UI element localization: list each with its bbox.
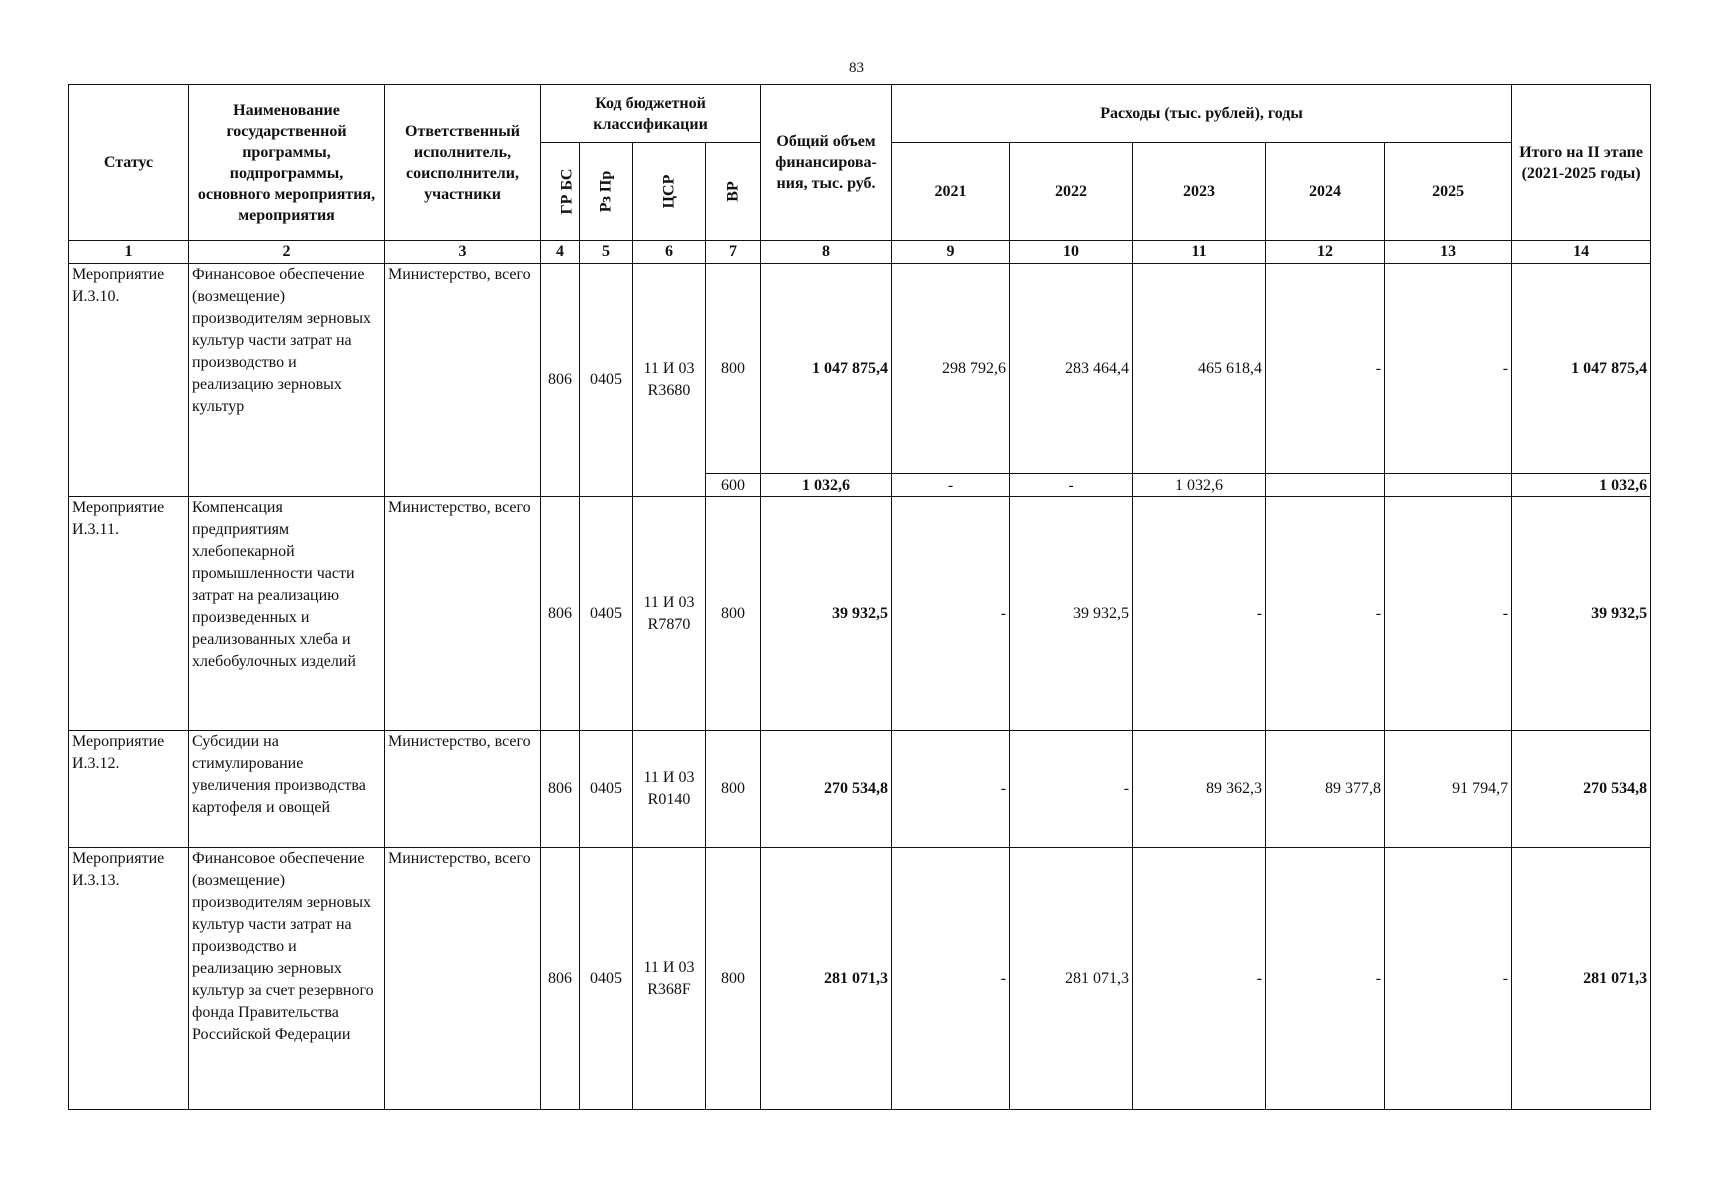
cell-2025: 91 794,7 — [1385, 731, 1512, 848]
table-row — [69, 848, 1651, 1110]
cell-rzpr: 0405 — [580, 848, 633, 1110]
cell-grbs: 806 — [541, 497, 580, 731]
cell-grbs: 806 — [541, 848, 580, 1110]
cell-executor: Министерство, всего — [385, 264, 541, 497]
cell-2022: 283 464,4 — [1010, 264, 1133, 474]
column-number: 1 — [69, 241, 189, 264]
column-number: 7 — [706, 241, 761, 264]
column-number: 11 — [1133, 241, 1266, 264]
cell-rzpr: 0405 — [580, 731, 633, 848]
cell-csr: 11 И 03 R0140 — [633, 731, 706, 848]
cell-rzpr: 0405 — [580, 497, 633, 731]
page-number: 83 — [849, 60, 864, 76]
column-number: 8 — [761, 241, 892, 264]
cell-2023: - — [1133, 497, 1266, 731]
cell-status: Мероприятие И.3.10. — [69, 264, 189, 497]
cell-total: 1 032,6 — [761, 474, 892, 497]
cell-grbs: 806 — [541, 731, 580, 848]
cell-total: 270 534,8 — [761, 731, 892, 848]
cell-2022: - — [1010, 731, 1133, 848]
column-number: 14 — [1512, 241, 1651, 264]
cell-csr: 11 И 03 R3680 — [633, 264, 706, 497]
header-expenses: Расходы (тыс. рублей), годы — [892, 85, 1512, 143]
cell-stage-total: 1 047 875,4 — [1512, 264, 1651, 474]
table-row — [69, 264, 1651, 474]
cell-vr: 800 — [706, 264, 761, 474]
cell-2022: 281 071,3 — [1010, 848, 1133, 1110]
cell-name: Компенсация предприятиям хлебопекарной промышленности части затрат на реализацию произведенных и реализованных хлеба и хлебобулочных изделий — [189, 497, 385, 731]
header-total-volume: Общий объем финансирова-ния, тыс. руб. — [761, 85, 892, 241]
cell-executor: Министерство, всего — [385, 848, 541, 1110]
cell-total: 39 932,5 — [761, 497, 892, 731]
column-number: 10 — [1010, 241, 1133, 264]
column-number: 12 — [1266, 241, 1385, 264]
table-row — [69, 731, 1651, 848]
cell-name: Финансовое обеспечение (возмещение) производителям зерновых культур части затрат на производство и реализацию зерновых культур за счет резервного фонда Правительства Российской Федерации — [189, 848, 385, 1110]
cell-2024: - — [1266, 497, 1385, 731]
header-year-2025: 2025 — [1385, 143, 1512, 241]
cell-stage-total: 270 534,8 — [1512, 731, 1651, 848]
cell-csr: 11 И 03 R368F — [633, 848, 706, 1110]
cell-executor: Министерство, всего — [385, 731, 541, 848]
cell-stage-total: 281 071,3 — [1512, 848, 1651, 1110]
column-number: 5 — [580, 241, 633, 264]
cell-csr: 11 И 03 R7870 — [633, 497, 706, 731]
cell-stage-total: 1 032,6 — [1512, 474, 1651, 497]
cell-name: Субсидии на стимулирование увеличения производства картофеля и овощей — [189, 731, 385, 848]
cell-executor: Министерство, всего — [385, 497, 541, 731]
budget-table — [68, 84, 1651, 1110]
header-csr: ЦСР — [633, 143, 706, 241]
header-year-2022: 2022 — [1010, 143, 1133, 241]
column-number: 3 — [385, 241, 541, 264]
header-budget-code: Код бюджетной классификации — [541, 85, 761, 143]
cell-2021: 298 792,6 — [892, 264, 1010, 474]
header-row-1 — [69, 85, 1651, 143]
cell-2022: 39 932,5 — [1010, 497, 1133, 731]
header-status: Статус — [69, 85, 189, 241]
column-number: 4 — [541, 241, 580, 264]
cell-2021: - — [892, 848, 1010, 1110]
header-year-2024: 2024 — [1266, 143, 1385, 241]
cell-2022: - — [1010, 474, 1133, 497]
cell-status: Мероприятие И.3.11. — [69, 497, 189, 731]
header-name: Наименование государственной программы, подпрограммы, основного мероприятия, мероприятия — [189, 85, 385, 241]
header-year-2021: 2021 — [892, 143, 1010, 241]
cell-grbs: 806 — [541, 264, 580, 497]
cell-stage-total: 39 932,5 — [1512, 497, 1651, 731]
cell-vr: 600 — [706, 474, 761, 497]
cell-vr: 800 — [706, 848, 761, 1110]
table-row — [69, 497, 1651, 731]
column-number: 13 — [1385, 241, 1512, 264]
cell-name: Финансовое обеспечение (возмещение) производителям зерновых культур части затрат на производство и реализацию зерновых культур — [189, 264, 385, 497]
cell-2024 — [1266, 474, 1385, 497]
cell-2025: - — [1385, 848, 1512, 1110]
column-numbers-row — [69, 241, 1651, 264]
header-year-2023: 2023 — [1133, 143, 1266, 241]
cell-2023: 89 362,3 — [1133, 731, 1266, 848]
cell-total: 281 071,3 — [761, 848, 892, 1110]
header-vr: ВР — [706, 143, 761, 241]
cell-2025 — [1385, 474, 1512, 497]
cell-2023: - — [1133, 848, 1266, 1110]
column-number: 2 — [189, 241, 385, 264]
header-grbs: ГР БС — [541, 143, 580, 241]
column-number: 6 — [633, 241, 706, 264]
header-stage-total: Итого на II этапе (2021-2025 годы) — [1512, 85, 1651, 241]
cell-2024: - — [1266, 264, 1385, 474]
cell-2023: 465 618,4 — [1133, 264, 1266, 474]
cell-2025: - — [1385, 264, 1512, 474]
cell-rzpr: 0405 — [580, 264, 633, 497]
cell-2024: - — [1266, 848, 1385, 1110]
cell-2025: - — [1385, 497, 1512, 731]
column-number: 9 — [892, 241, 1010, 264]
cell-vr: 800 — [706, 731, 761, 848]
header-executor: Ответственный исполнитель, соисполнители, участники — [385, 85, 541, 241]
cell-2024: 89 377,8 — [1266, 731, 1385, 848]
cell-status: Мероприятие И.3.13. — [69, 848, 189, 1110]
cell-2023: 1 032,6 — [1133, 474, 1266, 497]
cell-2021: - — [892, 474, 1010, 497]
cell-status: Мероприятие И.3.12. — [69, 731, 189, 848]
cell-2021: - — [892, 497, 1010, 731]
header-rzpr: Рз Пр — [580, 143, 633, 241]
cell-2021: - — [892, 731, 1010, 848]
cell-total: 1 047 875,4 — [761, 264, 892, 474]
cell-vr: 800 — [706, 497, 761, 731]
